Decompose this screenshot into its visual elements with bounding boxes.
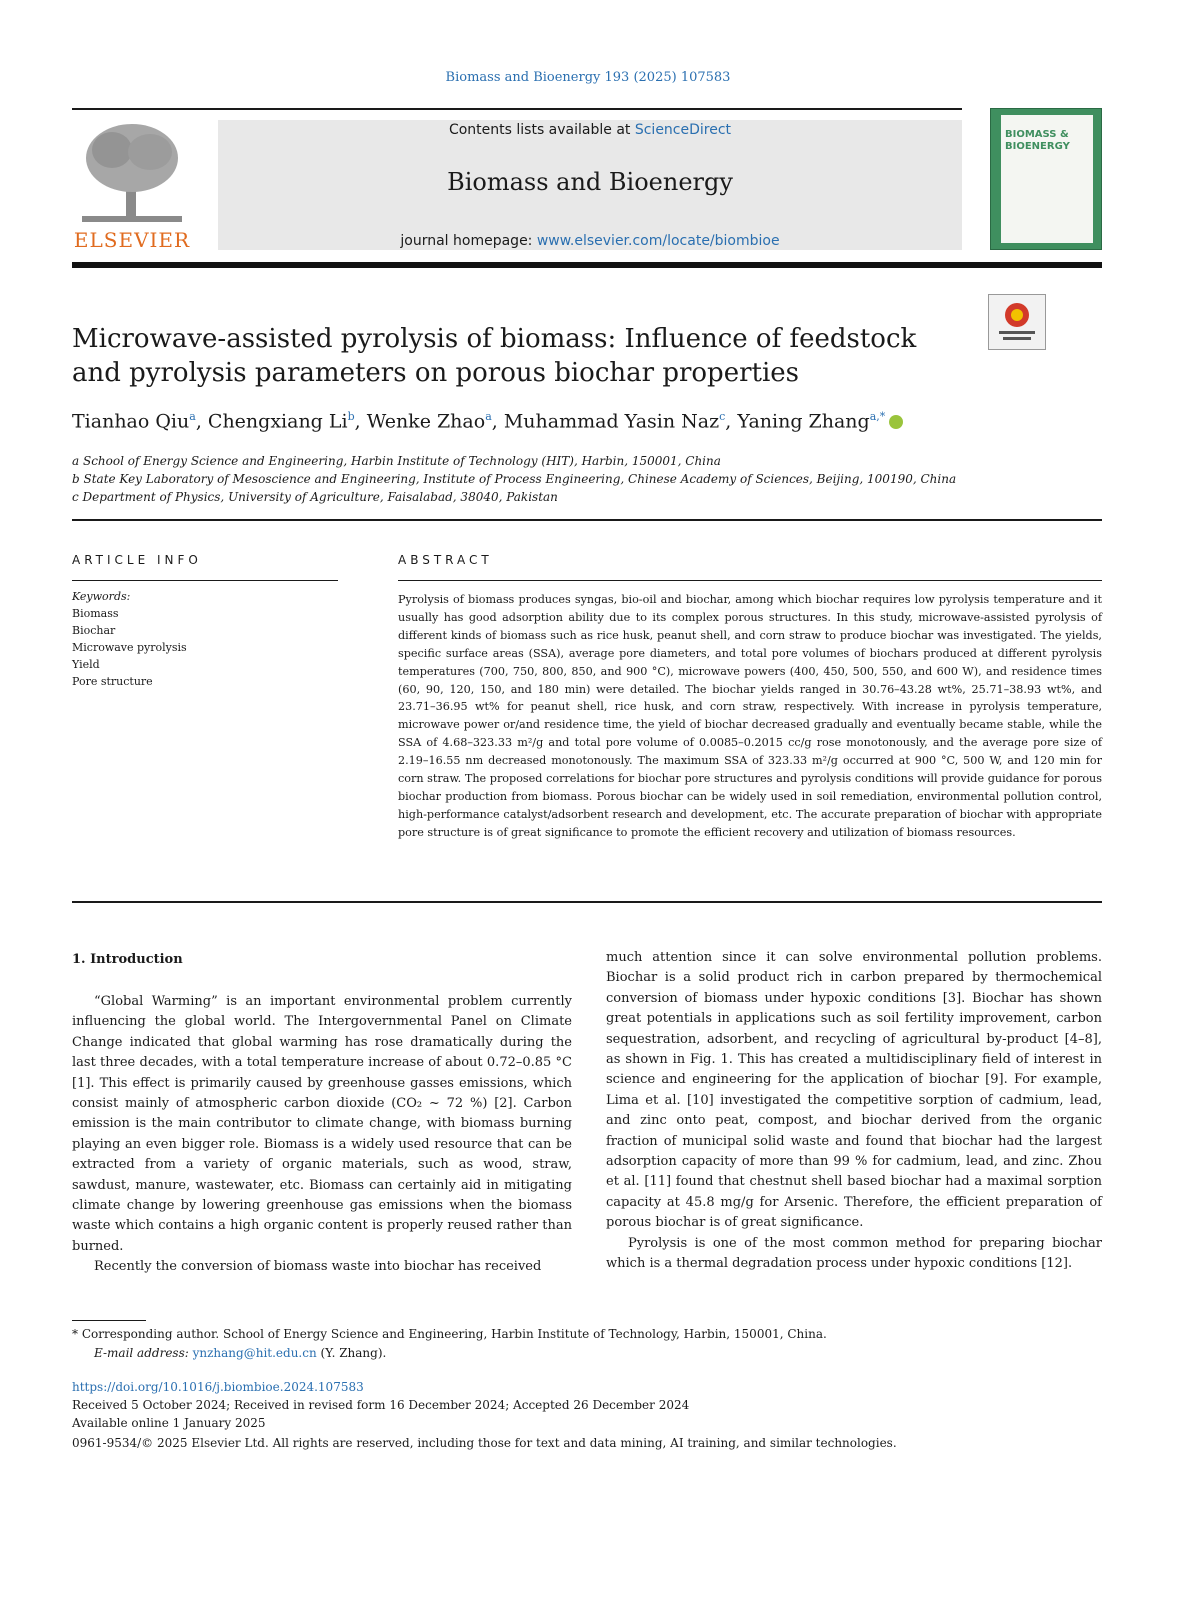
email-line xyxy=(94,1346,386,1360)
author-list: Tianhao Qiu$^a$, Chengxiang Li$^b$, Wenke Zhao$^a$, Muhammad Yasin Naz$^c$, Yaning Zhang$^{a,*}$ xyxy=(72,410,972,432)
journal-title: Biomass and Bioenergy xyxy=(447,168,733,196)
available-online: Available online 1 January 2025 xyxy=(72,1416,266,1430)
homepage-link[interactable]: www.elsevier.com/locate/biombioe xyxy=(536,233,780,249)
intro-left-column xyxy=(72,992,572,1278)
contents-prefix: Contents lists available at xyxy=(448,122,635,138)
affiliation-rule xyxy=(72,519,1102,521)
keyword: Biochar xyxy=(72,624,116,637)
received-dates: Received 5 October 2024; Received in revised form 16 December 2024; Accepted 26 December 2024 xyxy=(72,1398,690,1412)
author-affil-sup[interactable]: a xyxy=(189,410,196,423)
author-name[interactable]: Tianhao Qiu xyxy=(72,410,190,433)
corresponding-author-note: * Corresponding author. School of Energy Science and Engineering, Harbin Institute of Technology, Harbin, 150001, China. xyxy=(72,1327,827,1341)
intro-heading: 1. Introduction xyxy=(72,952,183,967)
author-name[interactable]: Wenke Zhao xyxy=(366,410,486,433)
email-link[interactable]: ynzhang@hit.edu.cn xyxy=(192,1346,317,1360)
abstract-rule xyxy=(398,580,1102,581)
cover-title: BIOMASS & BIOENERGY xyxy=(1005,129,1070,152)
intro-paragraph: “Global Warming” is an important environmental problem currently influencing the global world. The Intergovernmental Panel on Climate Change indicated that global warming has rose dramatically during the last three decades, with a total temperature increase of about 0.72–0.85 °C [1]. This effect is primarily caused by greenhouse gasses emissions, which consist mainly of atmospheric carbon dioxide (CO₂ ~ 72 %) [2]. Carbon emission is the main contributor to climate change, with biomass burning playing an even bigger role. Biomass is a widely used resource that can be extracted from a variety of organic materials, such as wood, straw, sawdust, manure, wastewater, etc. Biomass can certainly aid in mitigating climate change by lowering greenhouse gas emissions when the biomass waste which contains a high organic content is properly reused rather than burned. xyxy=(72,994,572,1254)
sciencedirect-link[interactable]: ScienceDirect xyxy=(634,122,732,138)
journal-citation[interactable]: Biomass and Bioenergy 193 (2025) 107583 xyxy=(445,70,731,85)
intro-paragraph: Recently the conversion of biomass waste into biochar has received xyxy=(94,1259,542,1275)
keyword: Pore structure xyxy=(72,675,153,688)
author-affil-sup[interactable]: a xyxy=(485,410,492,423)
orcid-icon[interactable] xyxy=(889,415,903,429)
affiliation: a School of Energy Science and Engineering, Harbin Institute of Technology (HIT), Harbin, 150001, China xyxy=(72,454,721,468)
intro-right-column xyxy=(606,948,1102,1275)
elsevier-wordmark: ELSEVIER xyxy=(73,228,191,252)
author-name[interactable]: Chengxiang Li xyxy=(207,410,348,433)
keyword: Yield xyxy=(72,658,100,671)
affiliation: b State Key Laboratory of Mesoscience and Engineering, Institute of Process Engineering, Chinese Academy of Sciences, Beijing, 100190, China xyxy=(72,472,957,486)
abstract-heading: ABSTRACT xyxy=(398,553,493,567)
article-info-heading: ARTICLE INFO xyxy=(72,553,202,567)
email-label: E-mail address: xyxy=(94,1346,193,1360)
affiliation: c Department of Physics, University of Agriculture, Faisalabad, 38040, Pakistan xyxy=(72,490,558,504)
author-affil-sup[interactable]: a,* xyxy=(869,410,886,423)
homepage-line xyxy=(218,233,962,249)
check-for-updates-badge[interactable] xyxy=(988,294,1046,350)
keywords-label: Keywords: xyxy=(72,590,131,603)
intro-paragraph: much attention since it can solve environmental pollution problems. Biochar is a solid product rich in carbon prepared by thermochemical conversion of biomass under hypoxic conditions [3]. Biochar has shown great potentials in applications such as soil fertility improvement, carbon sequestration, adsorbent, and recycling of agricultural by-product [4–8], as shown in Fig. 1. This has created a multidisciplinary field of interest in science and engineering for the application of biochar [9]. For example, Lima et al. [10] investigated the competitive sorption of cadmium, lead, and zinc onto peat, compost, and biochar derived from the organic fraction of municipal solid waste and found that biochar had the largest adsorption capacity of more than 99 % for cadmium, lead, and zinc. Zhou et al. [11] found that chestnut shell based biochar had a maximal sorption capacity at 45.8 mg/g for Arsenic. Therefore, the efficient preparation of porous biochar is of great significance. xyxy=(606,950,1102,1231)
author-name[interactable]: Yaning Zhang xyxy=(737,410,870,433)
header-rule xyxy=(72,108,962,110)
header-thick-rule xyxy=(72,262,1102,268)
abstract-text: Pyrolysis of biomass produces syngas, bio-oil and biochar, among which biochar requires low pyrolysis temperature and it usually has good adsorption ability due to its complex porous structures. In this study, microwave-assisted pyrolysis of different kinds of biomass such as rice husk, peanut shell, and corn straw to produce biochar was investigated. The yields, specific surface areas (SSA), average pore diameters, and total pore volumes of biochars produced at different pyrolysis temperatures (700, 750, 800, 850, and 900 °C), microwave powers (400, 450, 500, 550, and 600 W), and residence times (60, 90, 120, 150, and 180 min) were detailed. The biochar yields ranged in 30.76–43.28 wt%, 25.71–38.93 wt%, and 23.71–36.95 wt% for peanut shell, rice husk, and corn straw, respectively. With increase in pyrolysis temperature, microwave power or/and residence time, the yield of biochar decreased gradually and eventually became stable, while the SSA of 4.68–323.33 m²/g and total pore volume of 0.0085–0.2015 cc/g rose monotonously, and the average pore size of 2.19–16.55 nm decreased monotonously. The maximum SSA of 323.33 m²/g occurred at 900 °C, 500 W, and 120 min for corn straw. The proposed correlations for biochar pore structures and pyrolysis conditions will provide guidance for porous biochar production from biomass. Porous biochar can be widely used in soil remediation, environmental pollution control, high-performance catalyst/adsorbent research and development, etc. The accurate preparation of biochar with appropriate pore structure is of great significance to promote the efficient recovery and utilization of biomass resources. xyxy=(398,593,1102,839)
keyword: Biomass xyxy=(72,607,119,620)
journal-cover-image[interactable] xyxy=(990,108,1102,250)
homepage-prefix: journal homepage: xyxy=(400,233,537,249)
doi-link[interactable]: https://doi.org/10.1016/j.biombioe.2024.107583 xyxy=(72,1380,364,1394)
author-affil-sup[interactable]: b xyxy=(347,410,355,423)
paper-title: Microwave-assisted pyrolysis of biomass: Influence of feedstock and pyrolysis parameters on porous biochar properties xyxy=(72,324,917,388)
email-suffix: (Y. Zhang). xyxy=(316,1346,387,1360)
abstract-bottom-rule xyxy=(72,901,1102,903)
copyright: 0961-9534/© 2025 Elsevier Ltd. All rights are reserved, including those for text and data mining, AI training, and similar technologies. xyxy=(72,1436,897,1450)
author-affil-sup[interactable]: c xyxy=(719,410,726,423)
footnote-rule xyxy=(72,1320,146,1321)
contents-line xyxy=(218,122,962,138)
intro-paragraph: Pyrolysis is one of the most common method for preparing biochar which is a thermal degradation process under hypoxic conditions [12]. xyxy=(606,1235,1102,1272)
author-name[interactable]: Muhammad Yasin Naz xyxy=(503,410,720,433)
keyword: Microwave pyrolysis xyxy=(72,641,187,654)
keywords-rule xyxy=(72,580,338,581)
